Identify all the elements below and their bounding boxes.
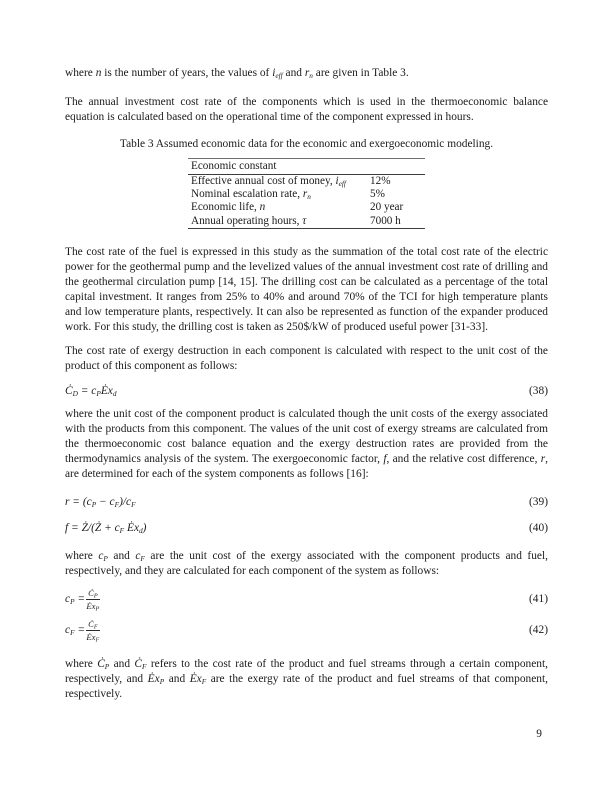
paragraph-fuel-cost: The cost rate of the fuel is expressed in this study as the summation of the total cost rate of the electric power for the geothermal pump and the levelized values of the annual investment cost rate of drilling and the geothermal circulation pump [14, 15]. The drilling cost can be calculated as a percentage of the total capital investment. It ranges from 25% to 40% and around 70% of the TCI for high temperature plants and low temperature plants, respectively. It can also be represented as function of the expander produced work. For this study, the drilling cost is taken as 250$/kW of produced useful power [31-33]. [65,246,548,334]
row-value: 7000 h [370,214,401,227]
row-label: Annual operating hours, τ [191,214,307,227]
equation-40-expression: f = Ż/(Ż + $c_F$ $Ėx_d$) [65,522,147,536]
fraction: $\frac{Ċ_F}{Ėx_F}$ [86,619,100,644]
equation-39-expression: $r = (c_P - c_F)/c_F$ [65,496,136,510]
table-header: Economic constant [188,159,425,175]
paragraph-exergy-destruction: The cost rate of exergy destruction in each component is calculated with respect to the unit cost of the product of this component as follows: [65,345,548,373]
paragraph-values-note: where n is the number of years, the values of $i_{eff}$ and $r_n$ are given in Table 3. [65,67,409,80]
row-value: 20 year [370,201,404,214]
row-label: Effective annual cost of money, $i_{eff}$ [191,174,346,188]
table-header-row [188,159,425,175]
fraction: $\frac{Ċ_P}{Ėx_P}$ [86,588,100,613]
row-value: 12% [370,174,391,187]
table3-economic-data [188,158,425,229]
equation-41 [65,588,548,611]
equation-41-number: (41) [529,593,548,606]
table-row [188,174,425,188]
equation-38 [65,384,548,399]
equation-39 [65,495,548,510]
var-r-n: $r_n$ [304,67,313,80]
var-n: n [95,67,102,79]
table-row [188,188,425,201]
row-value: 5% [370,187,385,200]
paragraph-cost-rate-streams: where $Ċ_P$ and $Ċ_F$ refers to the cost rate of the product and fuel streams through a certain component, respectively, and $Ėx_P$ and $Ėx_F$ are the exergy rate of the product and fuel streams of that component, respectively. [65,658,549,701]
equation-38-expression: $Ċ_D$ = $c_PĖx_d$ [65,385,117,399]
equation-38-number: (38) [529,385,548,398]
table-caption: Table 3 Assumed economic data for the economic and exergoeconomic modeling. [119,138,494,150]
equation-41-expression: $c_P$ = $\frac{Ċ_P}{Ėx_P}$ [65,588,100,613]
paragraph-unit-cost-cp-cf: where $c_P$ and $c_F$ are the unit cost of the exergy associated with the component products and fuel, respectively, and they are calculated for each component of the system as follows: [65,550,548,578]
equation-40 [65,521,548,536]
var-cdot-p: $Ċ_P$ [97,658,110,672]
var-c-f: $c_F$ [135,550,145,564]
table-row [188,215,425,229]
equation-39-number: (39) [529,496,548,509]
row-label: Economic life, n [191,201,266,214]
var-c-p: $c_P$ [98,550,108,564]
page-number: 9 [536,728,542,740]
var-ex-p: $Ėx_P$ [147,673,165,687]
equation-40-number: (40) [529,522,548,535]
equation-42 [65,619,548,642]
var-f: f [383,453,387,466]
paragraph-annual-investment: The annual investment cost rate of the components which is used in the thermoeconomic balance equation is calculated based on the operational time of the component expressed in hours. [65,96,548,123]
equation-42-number: (42) [529,624,548,637]
row-label: Nominal escalation rate, $r_n$ [191,187,311,201]
table3-container [65,158,548,229]
var-i-eff: $i_{eff}$ [272,67,283,80]
var-cdot-f: $Ċ_F$ [134,658,147,672]
table-row [188,201,425,214]
var-ex-f: $Ėx_F$ [189,673,207,687]
paragraph-unit-cost: where the unit cost of the component product is calculated though the unit costs of the exergy associated with the products from this component. The values of the unit cost of exergy streams are calculated from the thermoeconomic cost balance equation and the exergy destruction rates are provided from the thermodynamics analysis of the system. The exergoeconomic factor, f, and the relative cost difference, r, are determined for each of the system components as follows [16]: [65,408,548,481]
equation-42-expression: $c_F$ = $\frac{Ċ_F}{Ėx_F}$ [65,619,100,644]
var-r: r [540,453,546,466]
